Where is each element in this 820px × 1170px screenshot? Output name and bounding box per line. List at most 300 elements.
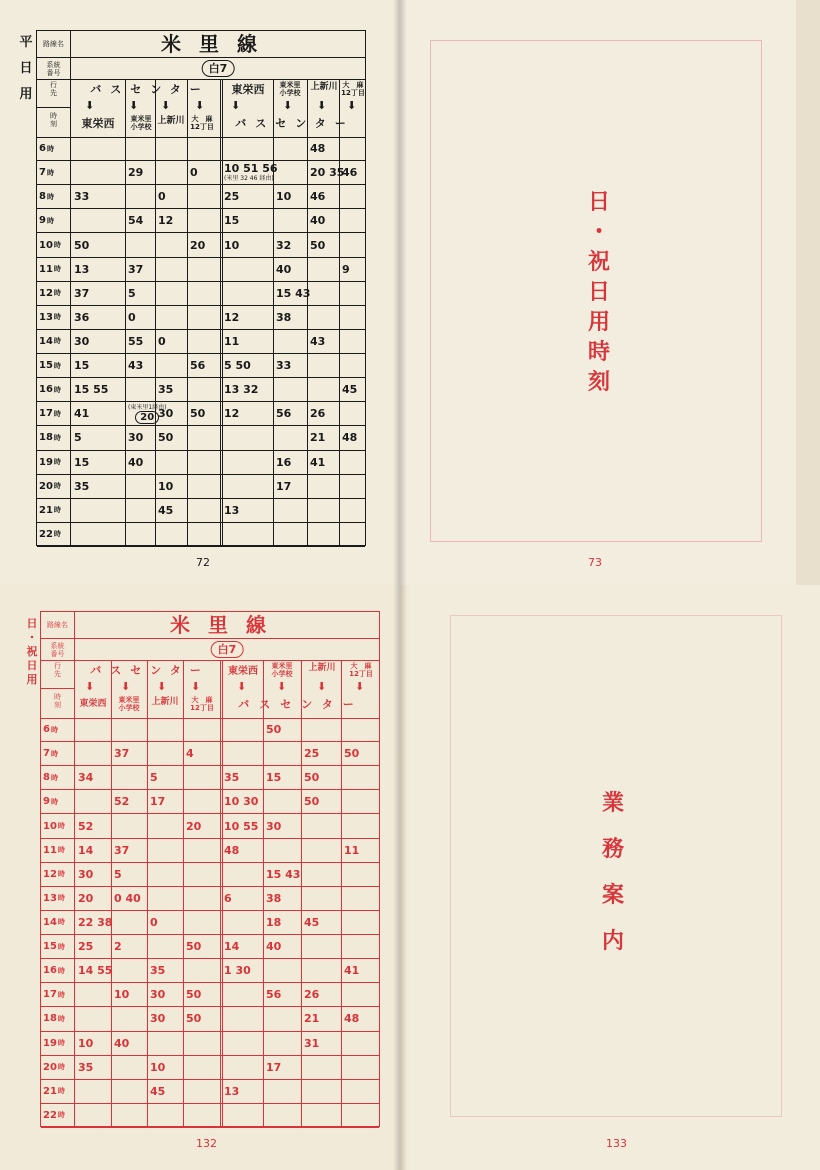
time-cell: 2 (114, 940, 122, 954)
dest-label-line: 行 (54, 662, 61, 670)
time-cell: 45 (342, 383, 358, 397)
hour-suffix: 時 (53, 409, 61, 418)
time-cell: 13 (224, 1084, 240, 1098)
time-cell (147, 1032, 183, 1055)
page-132 (0, 585, 410, 1170)
time-cell: 50 (158, 431, 174, 445)
hour-suffix: 時 (53, 265, 61, 274)
time-cell (75, 742, 111, 765)
hour-suffix: 時 (57, 1063, 65, 1072)
badge-wrap (71, 57, 365, 79)
time-cell (71, 161, 125, 184)
side-char: ・ (26, 631, 38, 644)
column-divider (111, 660, 112, 1126)
time-cell: 21 (310, 431, 326, 445)
time-cell (273, 209, 307, 232)
system-label-line: 番号 (50, 650, 65, 658)
time-cell: 4 (186, 747, 194, 761)
time-cell (183, 911, 221, 934)
hour-suffix: 時 (53, 482, 61, 491)
table-row (41, 766, 379, 790)
column-divider (339, 79, 340, 545)
hour-suffix: 時 (57, 1087, 65, 1096)
table-row (41, 887, 379, 911)
time-cell: 35 (78, 1060, 94, 1074)
time-cell (341, 1104, 381, 1127)
table-row (37, 523, 365, 547)
time-cell (111, 1104, 147, 1127)
time-cell: 14 (224, 940, 240, 954)
page-number-73: 73 (588, 556, 602, 569)
destination-label (37, 79, 71, 137)
time-cell: 15 43 (266, 867, 301, 881)
time-cell: 25 (224, 190, 240, 204)
hour-cell: 13 時 (41, 887, 75, 910)
time-cell: 38 (266, 891, 282, 905)
down-arrow-icon: ⬇ (347, 99, 357, 112)
time-cell: 50 (74, 238, 90, 252)
time-cell (273, 523, 307, 546)
time-cell: 10 (150, 1060, 166, 1074)
time-cell (341, 766, 381, 789)
time-cell (183, 887, 221, 910)
time-cell: 30 (266, 819, 282, 833)
hour-suffix: 時 (57, 990, 65, 999)
hour-suffix: 時 (57, 894, 65, 903)
title-char: 日 (587, 280, 610, 305)
time-cell: 48 (344, 1012, 360, 1026)
column-divider (341, 660, 342, 1126)
hour-cell: 20 時 (41, 1056, 75, 1079)
hour-suffix: 時 (50, 725, 58, 734)
time-cell (147, 742, 183, 765)
destination-header (41, 660, 379, 719)
hour-suffix: 時 (57, 870, 65, 879)
table-row (41, 1056, 379, 1080)
hour-suffix: 時 (50, 797, 58, 806)
hour-cell: 7 時 (37, 161, 71, 184)
time-cell (273, 499, 307, 522)
hour-suffix: 時 (53, 361, 61, 370)
down-arrow-icon: ⬇ (161, 99, 171, 112)
hour-cell: 17 時 (37, 402, 71, 425)
weekday-timetable (36, 30, 366, 546)
time-cell (339, 402, 367, 425)
time-cell (307, 306, 339, 329)
time-cell: 54 (128, 214, 144, 228)
down-arrow-icon: ⬇ (317, 680, 327, 693)
hour-cell: 8 時 (41, 766, 75, 789)
system-badge: 白7 (202, 60, 235, 77)
column-divider (273, 79, 274, 545)
time-cell (307, 475, 339, 498)
time-cell (301, 959, 341, 982)
down-arrow-icon: ⬇ (191, 680, 201, 693)
holiday-time-grid (41, 718, 379, 1126)
time-cell (125, 475, 155, 498)
down-arrow-icon: ⬇ (283, 99, 293, 112)
holiday-side-label (24, 617, 40, 687)
time-cell: 32 (276, 238, 292, 252)
table-row (37, 354, 365, 378)
dest-oasa-bottom (183, 696, 221, 712)
time-cell: 10 51 56 (米里 32 46 経由) (224, 162, 278, 183)
dest-bus-center-top: バスセンター (90, 664, 210, 677)
time-cell (221, 282, 273, 305)
page-73 (400, 0, 796, 585)
time-cell: 50 (304, 795, 320, 809)
time-cell (187, 378, 221, 401)
time-cell (125, 185, 155, 208)
time-cell: 22 38 (78, 915, 113, 929)
stop-a-line: 東米里 (279, 81, 301, 89)
system-row (37, 57, 365, 80)
book-gutter (393, 0, 407, 1170)
table-row (41, 1104, 379, 1128)
time-cell (187, 258, 221, 281)
title-char: 時 (587, 340, 610, 365)
table-row (41, 814, 379, 838)
time-cell: 56 (266, 988, 282, 1002)
time-cell: 5 (74, 431, 82, 445)
dest-higashi-eizai-top: 東栄西 (231, 83, 265, 96)
dest-bus-center-bottom: バスセンター (238, 698, 364, 711)
hour-cell: 17 時 (41, 983, 75, 1006)
table-row (41, 1080, 379, 1104)
title-char: ・ (587, 220, 610, 245)
time-label-line: 刻 (50, 120, 57, 128)
time-label (37, 107, 70, 128)
hour-suffix: 時 (53, 241, 61, 250)
time-cell (341, 814, 381, 837)
time-cell (155, 451, 187, 474)
hour-suffix: 時 (46, 144, 54, 153)
stop-c-line: 大 麻 (191, 115, 213, 123)
time-cell: 50 (186, 988, 202, 1002)
down-arrow-icon: ⬇ (317, 99, 327, 112)
hour-cell: 12 時 (37, 282, 71, 305)
hour-cell: 19 時 (41, 1032, 75, 1055)
time-cell: 9 (342, 262, 350, 276)
page-133 (410, 585, 820, 1170)
time-cell (263, 1007, 301, 1030)
time-cell: 17 (276, 479, 292, 493)
hour-cell: 9 時 (41, 790, 75, 813)
down-arrow-icon: ⬇ (195, 99, 205, 112)
time-cell (341, 1080, 381, 1103)
page-72 (0, 0, 400, 585)
time-cell: 50 (186, 940, 202, 954)
time-cell: 30 (128, 431, 144, 445)
time-cell (125, 378, 155, 401)
time-cell (339, 185, 367, 208)
table-row (37, 137, 365, 161)
side-char: 祝 (26, 645, 38, 658)
time-cell (341, 983, 381, 1006)
title-char: 務 (601, 837, 624, 862)
time-cell (339, 282, 367, 305)
time-cell: 15 55 (74, 383, 109, 397)
page-number-132: 132 (196, 1137, 217, 1150)
time-cell: 11 (224, 334, 240, 348)
system-label (41, 638, 75, 660)
time-cell (155, 161, 187, 184)
stop-a-line: 小学校 (271, 670, 293, 678)
time-cell: 48 (342, 431, 358, 445)
column-divider (183, 660, 184, 1126)
time-label-line: 時 (50, 112, 57, 120)
hour-suffix: 時 (57, 1014, 65, 1023)
dest-kamishinkawa-top: 上新川 (310, 82, 338, 92)
hour-cell: 12 時 (41, 863, 75, 886)
table-row (37, 426, 365, 450)
time-cell (339, 354, 367, 377)
side-char: 用 (26, 673, 38, 686)
stop-a-line: 東米里 (130, 115, 152, 123)
title-char: 内 (601, 929, 624, 954)
time-cell (341, 1032, 381, 1055)
dest-oasa-top (339, 81, 367, 97)
hour-cell: 18 時 (37, 426, 71, 449)
time-cell: 10 (224, 238, 240, 252)
route-title: 米里線 (170, 613, 284, 637)
dest-bus-center-top: バスセンター (90, 83, 210, 96)
time-cell (71, 523, 125, 546)
dest-higashi-eizai-bottom: 東栄西 (81, 117, 115, 130)
hour-cell: 22 時 (37, 523, 71, 546)
time-cell: 56 (276, 407, 292, 421)
time-cell: 41 (310, 455, 326, 469)
column-divider (220, 660, 223, 1126)
time-cell: 50 (190, 407, 206, 421)
time-cell (125, 137, 155, 160)
dest-oasa-top (343, 662, 379, 678)
time-cell: 33 (276, 359, 292, 373)
stop-a-line: 小学校 (118, 704, 140, 712)
time-cell (307, 258, 339, 281)
time-cell (307, 499, 339, 522)
table-row (37, 161, 365, 185)
stop-a-line: 東米里 (271, 662, 293, 670)
time-cell (263, 1080, 301, 1103)
route-note-text: (米里 32 46 経由) (224, 175, 274, 183)
hour-suffix: 時 (57, 1111, 65, 1120)
hour-cell: 13 時 (37, 306, 71, 329)
time-cell: 1 30 (224, 964, 251, 978)
hour-suffix: 時 (53, 289, 61, 298)
column-divider (125, 79, 126, 545)
weekday-time-grid (37, 137, 365, 545)
time-cell: 50 (266, 723, 282, 737)
time-cell: 50 (344, 747, 360, 761)
down-arrow-icon: ⬇ (237, 680, 247, 693)
hour-suffix: 時 (53, 530, 61, 539)
hour-cell: 11 時 (41, 839, 75, 862)
time-cell (307, 282, 339, 305)
system-label (37, 57, 71, 79)
time-cell: 40 (276, 262, 292, 276)
time-cell (75, 1104, 111, 1127)
time-cell (301, 863, 341, 886)
table-row (41, 839, 379, 863)
time-cell (341, 863, 381, 886)
column-divider (155, 79, 156, 545)
dest-kamishinkawa-bottom: 上新川 (151, 697, 179, 707)
time-cell (187, 137, 221, 160)
time-cell: 56 (190, 359, 206, 373)
route-title: 米里線 (161, 32, 275, 56)
side-char: 平 (19, 35, 33, 50)
time-cell: 37 (114, 747, 130, 761)
hour-suffix: 時 (57, 822, 65, 831)
table-row (37, 282, 365, 306)
time-cell: 17 (266, 1060, 282, 1074)
time-cell (301, 887, 341, 910)
time-cell: 30 (158, 407, 174, 421)
time-cell (263, 1032, 301, 1055)
time-cell (111, 814, 147, 837)
table-row (37, 233, 365, 257)
stop-c-line: 12丁目 (190, 704, 214, 712)
time-cell (187, 185, 221, 208)
time-cell (341, 790, 381, 813)
time-cell (339, 306, 367, 329)
time-cell (155, 137, 187, 160)
table-row (37, 258, 365, 282)
time-cell (221, 137, 273, 160)
time-cell: 10 (78, 1036, 94, 1050)
time-cell: 50 (304, 771, 320, 785)
route-label: 路線名 (37, 31, 71, 57)
time-cell: 14 (78, 843, 94, 857)
time-cell: 21 (304, 1012, 320, 1026)
time-cell: 26 (310, 407, 326, 421)
hour-cell: 9 時 (37, 209, 71, 232)
time-cell (221, 258, 273, 281)
route-label: 路線名 (41, 612, 75, 638)
time-cell (111, 911, 147, 934)
time-cell (307, 378, 339, 401)
destination-header (37, 79, 365, 138)
hour-suffix: 時 (57, 1039, 65, 1048)
hour-suffix: 時 (53, 458, 61, 467)
time-cell (273, 137, 307, 160)
time-cell: 0 (128, 310, 136, 324)
stop-a-line: 小学校 (130, 123, 152, 131)
time-cell (183, 959, 221, 982)
hour-suffix: 時 (46, 192, 54, 201)
time-cell: 45 (304, 915, 320, 929)
dest-label-line: 先 (54, 670, 61, 678)
time-cell: 11 (344, 843, 360, 857)
time-cell (183, 766, 221, 789)
system-label-line: 系統 (46, 61, 61, 69)
hour-cell: 16 時 (37, 378, 71, 401)
down-arrow-icon: ⬇ (121, 680, 131, 693)
hour-suffix: 時 (46, 216, 54, 225)
time-cell (183, 790, 221, 813)
time-cell: 52 (78, 819, 94, 833)
time-cell: 37 (74, 286, 90, 300)
side-char: 日 (26, 659, 38, 672)
time-cell: 36 (74, 310, 90, 324)
time-cell (221, 426, 273, 449)
time-cell: 45 (158, 503, 174, 517)
dest-label-line: 先 (50, 89, 57, 97)
table-row (37, 306, 365, 330)
dest-higashi-yonesato-top (273, 81, 307, 97)
time-cell: 35 (224, 771, 240, 785)
time-cell: 48 (224, 843, 240, 857)
time-cell (273, 426, 307, 449)
time-cell: 18 (266, 915, 282, 929)
page-number-133: 133 (606, 1137, 627, 1150)
hour-suffix: 時 (53, 385, 61, 394)
hour-cell: 21 時 (41, 1080, 75, 1103)
table-row (41, 790, 379, 814)
table-row (37, 475, 365, 499)
time-cell: 26 (304, 988, 320, 1002)
hour-cell: 20 時 (37, 475, 71, 498)
column-divider (220, 79, 223, 545)
table-row (37, 451, 365, 475)
time-cell: 20 35 (310, 166, 345, 180)
time-cell: 52 (114, 795, 130, 809)
page-number-72: 72 (196, 556, 210, 569)
time-cell (339, 523, 367, 546)
time-cell (155, 233, 187, 256)
hour-suffix: 時 (57, 918, 65, 927)
time-cell (71, 209, 125, 232)
time-cell: 13 (224, 503, 240, 517)
time-cell: 13 (74, 262, 90, 276)
time-cell: 37 (128, 262, 144, 276)
down-arrow-icon: ⬇ (85, 680, 95, 693)
time-cell: 15 (74, 455, 90, 469)
time-cell: 37 (114, 843, 130, 857)
down-arrow-icon: ⬇ (277, 680, 287, 693)
time-cell (147, 839, 183, 862)
time-cell: 46 (342, 166, 358, 180)
time-cell (221, 1032, 263, 1055)
time-cell (187, 306, 221, 329)
time-cell (339, 330, 367, 353)
time-cell (221, 1104, 263, 1127)
table-row (37, 330, 365, 354)
time-cell (221, 742, 263, 765)
hour-cell: 10 時 (37, 233, 71, 256)
time-cell: 5 (114, 867, 122, 881)
time-label (41, 688, 74, 709)
dest-bus-center-bottom: バスセンター (235, 117, 355, 130)
time-cell (147, 887, 183, 910)
dest-kamishinkawa-top: 上新川 (308, 663, 336, 673)
time-cell: 20 (190, 238, 206, 252)
table-row (41, 742, 379, 766)
time-cell (263, 839, 301, 862)
side-char: 日 (19, 61, 33, 76)
down-arrow-icon: ⬇ (85, 99, 95, 112)
time-cell (75, 718, 111, 741)
system-label-line: 系統 (50, 642, 65, 650)
time-cell: 20 (78, 891, 94, 905)
stop-c-line: 12丁目 (341, 89, 365, 97)
time-cell (339, 209, 367, 232)
time-cell (263, 742, 301, 765)
holiday-timetable-title (585, 188, 613, 398)
time-cell (71, 499, 125, 522)
hour-suffix: 時 (53, 337, 61, 346)
